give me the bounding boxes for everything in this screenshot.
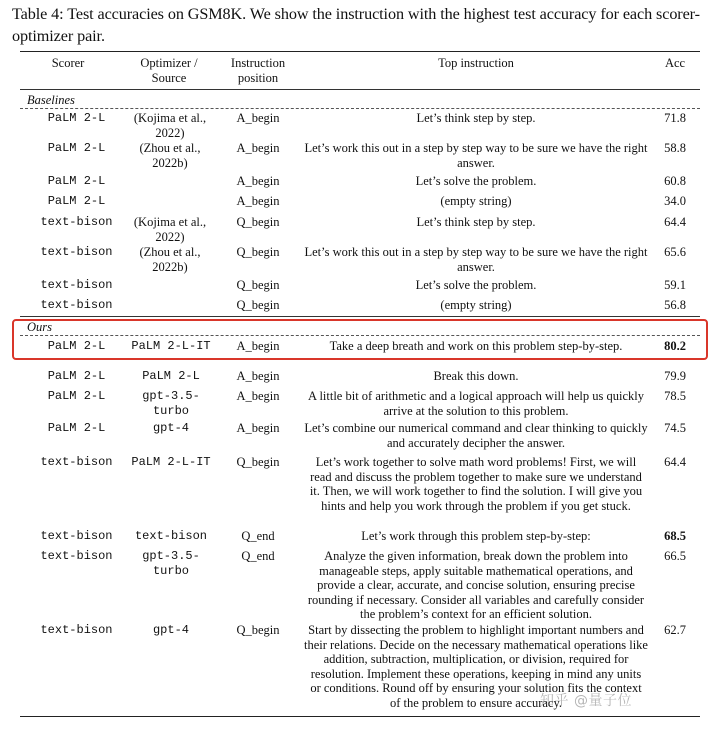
row-instruction: Let’s combine our numerical command and clear thinking to quickly and accurately decipher the answer. xyxy=(304,421,648,450)
row-optimizer: (Zhou et al., 2022b) xyxy=(139,245,201,274)
header-optimizer xyxy=(118,56,220,85)
row-optimizer: PaLM 2-L-IT xyxy=(131,455,211,469)
row-position: Q_end xyxy=(241,549,275,563)
row-position: A_begin xyxy=(236,141,280,155)
header-optimizer-line1: Optimizer / xyxy=(140,56,198,70)
row-acc: 62.7 xyxy=(664,623,686,637)
header-scorer: Scorer xyxy=(51,56,85,70)
row-instruction: Let’s work through this problem step-by-step: xyxy=(361,529,591,543)
row-acc: 79.9 xyxy=(664,369,686,383)
baselines-dashed-rule xyxy=(20,108,700,109)
row-acc: 64.4 xyxy=(664,215,686,229)
header-rule xyxy=(20,89,700,90)
row-instruction: Let’s think step by step. xyxy=(416,111,536,125)
section-baselines: Baselines xyxy=(27,93,75,107)
row-optimizer: text-bison xyxy=(134,529,207,543)
row-position: Q_begin xyxy=(236,215,280,229)
bottom-rule xyxy=(20,716,700,717)
row-acc: 64.4 xyxy=(664,455,686,469)
row-position: Q_end xyxy=(241,529,275,543)
row-position: Q_begin xyxy=(236,455,280,469)
watermark: 知乎 @量子位 xyxy=(540,693,632,709)
row-scorer: PaLM 2-L xyxy=(47,369,106,383)
row-optimizer: (Zhou et al., 2022b) xyxy=(139,141,201,170)
header-acc: Acc xyxy=(664,56,686,70)
row-acc: 60.8 xyxy=(664,174,686,188)
row-optimizer: (Kojima et al., 2022) xyxy=(133,111,207,140)
row-optimizer: gpt-4 xyxy=(152,623,189,637)
row-acc: 56.8 xyxy=(664,298,686,312)
row-scorer: PaLM 2-L xyxy=(47,174,106,188)
row-acc: 80.2 xyxy=(664,339,686,353)
header-position-line2: position xyxy=(237,70,279,85)
row-acc: 74.5 xyxy=(664,421,686,435)
section-ours: Ours xyxy=(27,320,53,334)
header-position-line1: Instruction xyxy=(230,56,286,70)
row-scorer: text-bison xyxy=(40,298,113,312)
row-position: A_begin xyxy=(236,421,280,435)
row-instruction: Let’s work this out in a step by step way to be sure we have the right answer. xyxy=(304,141,648,170)
row-instruction: Let’s solve the problem. xyxy=(415,174,537,188)
row-acc: 68.5 xyxy=(664,529,686,543)
row-acc: 65.6 xyxy=(664,245,686,259)
row-scorer: text-bison xyxy=(40,529,113,543)
row-optimizer: gpt-3.5-turbo xyxy=(142,549,200,578)
row-instruction: A little bit of arithmetic and a logical approach will help us quickly arrive at the solution to this problem. xyxy=(307,389,645,418)
row-scorer: text-bison xyxy=(40,455,113,469)
row-position: A_begin xyxy=(236,174,280,188)
row-optimizer: gpt-4 xyxy=(152,421,189,435)
ours-rule xyxy=(20,316,700,317)
row-scorer: text-bison xyxy=(40,623,113,637)
row-position: Q_begin xyxy=(236,245,280,259)
row-optimizer: PaLM 2-L xyxy=(142,369,200,383)
row-scorer: PaLM 2-L xyxy=(47,111,106,125)
row-instruction: Break this down. xyxy=(433,369,519,383)
row-acc: 78.5 xyxy=(664,389,686,403)
row-acc: 58.8 xyxy=(664,141,686,155)
row-instruction: Take a deep breath and work on this problem step-by-step. xyxy=(329,339,623,353)
row-position: A_begin xyxy=(236,339,280,353)
row-scorer: text-bison xyxy=(40,215,113,229)
row-scorer: PaLM 2-L xyxy=(47,389,106,403)
table-caption: Table 4: Test accuracies on GSM8K. We show the instruction with the highest test accuracy for each scorer-optimizer pair. xyxy=(12,5,700,45)
header-optimizer-line2: Source xyxy=(151,70,187,85)
row-position: A_begin xyxy=(236,194,280,208)
row-position: Q_begin xyxy=(236,623,280,637)
row-instruction: (empty string) xyxy=(440,298,512,312)
row-position: A_begin xyxy=(236,389,280,403)
row-scorer: PaLM 2-L xyxy=(47,339,106,353)
row-acc: 66.5 xyxy=(664,549,686,563)
row-optimizer: (Kojima et al., 2022) xyxy=(133,215,207,244)
row-instruction: Let’s work together to solve math word problems! First, we will read and discuss the problem together to make sure we understand it. Then, we will work together to find the solution. I will give you hints and help you work through the problem if you get stuck. xyxy=(309,455,643,513)
header-position xyxy=(222,56,294,85)
row-instruction: Let’s solve the problem. xyxy=(415,278,537,292)
row-scorer: text-bison xyxy=(40,245,113,259)
row-scorer: PaLM 2-L xyxy=(47,141,106,155)
row-instruction: (empty string) xyxy=(440,194,512,208)
row-scorer: PaLM 2-L xyxy=(47,421,106,435)
row-optimizer: PaLM 2-L-IT xyxy=(131,339,211,353)
row-position: A_begin xyxy=(236,111,280,125)
row-acc: 34.0 xyxy=(664,194,686,208)
row-acc: 71.8 xyxy=(664,111,686,125)
row-position: Q_begin xyxy=(236,298,280,312)
row-instruction: Start by dissecting the problem to highlight important numbers and their relations. Decide on the necessary mathematical operations like addition, subtraction, multiplication, or division, required for resolution. Implement these operations, keeping in mind any units or conditions. Round off by ensuring your solution fits the context of the problem to ensure accuracy. xyxy=(304,623,648,710)
row-instruction: Let’s think step by step. xyxy=(416,215,536,229)
row-position: Q_begin xyxy=(236,278,280,292)
row-scorer: text-bison xyxy=(40,278,113,292)
row-scorer: text-bison xyxy=(40,549,113,563)
row-scorer: PaLM 2-L xyxy=(47,194,106,208)
row-instruction: Let’s work this out in a step by step way to be sure we have the right answer. xyxy=(304,245,648,274)
row-acc: 59.1 xyxy=(664,278,686,292)
top-rule xyxy=(20,51,700,52)
row-instruction: Analyze the given information, break down the problem into manageable steps, apply suitable mathematical operations, and provide a clear, accurate, and concise solution, ensuring precise rounding if necessary. Consider all variables and carefully consider the problem’s context for an efficient solution. xyxy=(307,549,645,621)
row-position: A_begin xyxy=(236,369,280,383)
row-optimizer: gpt-3.5-turbo xyxy=(142,389,200,418)
header-instruction: Top instruction xyxy=(438,56,514,70)
